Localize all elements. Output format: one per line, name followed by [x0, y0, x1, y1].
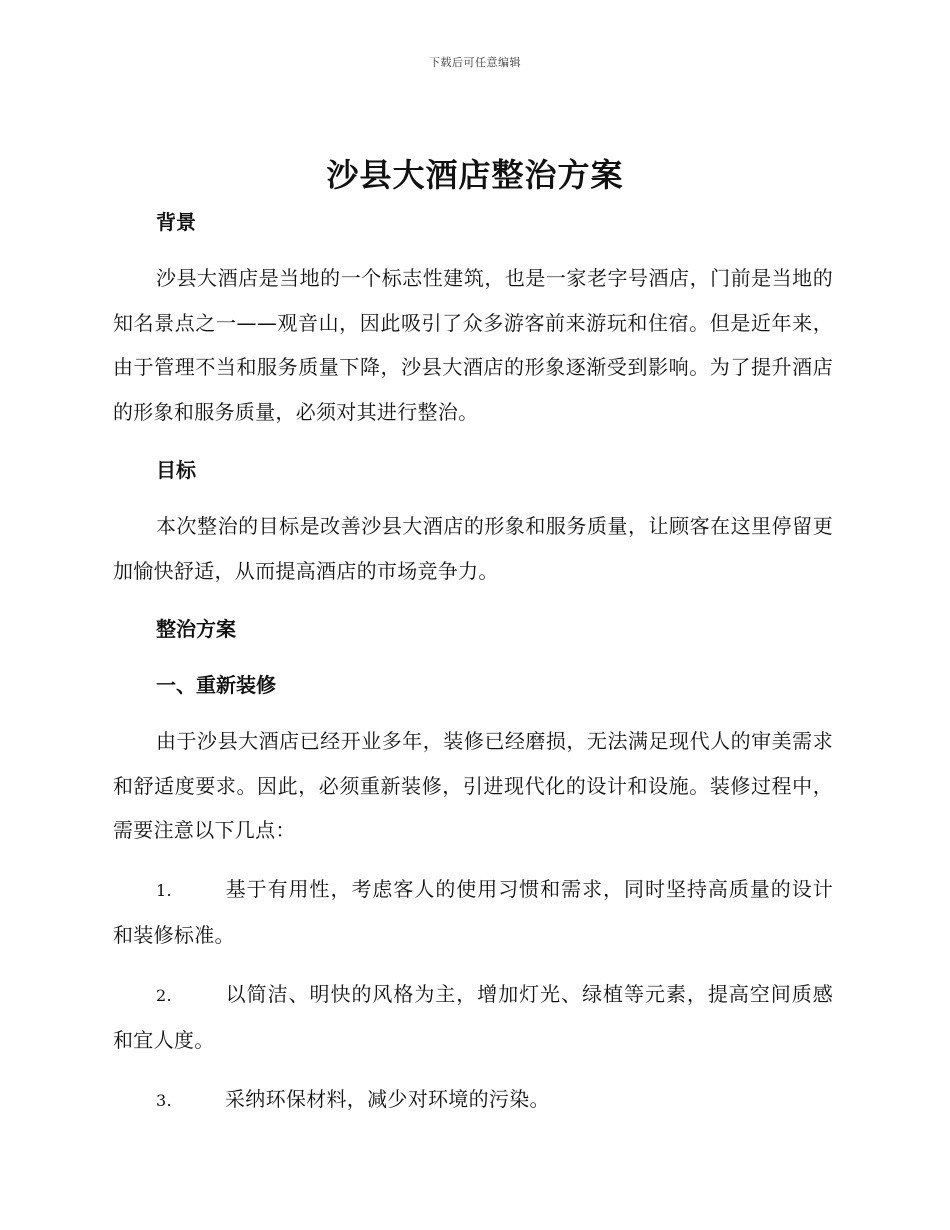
subsection-heading-renovation: 一、重新装修	[156, 673, 276, 697]
paragraph-renovation: 由于沙县大酒店已经开业多年，装修已经磨损，无法满足现代人的审美需求和舒适度要求。因此，必须重新装修，引进现代化的设计和设施。装修过程中，需要注意以下几点：	[113, 729, 833, 842]
section-heading-plan: 整治方案	[156, 617, 236, 641]
document-body	[113, 200, 833, 1123]
list-number: 3.	[156, 1090, 172, 1110]
paragraph-goal: 本次整治的目标是改善沙县大酒店的形象和服务质量，让顾客在这里停留更加愉快舒适，从而提高酒店的市场竞争力。	[113, 514, 833, 583]
list-text: 以简洁、明快的风格为主，增加灯光、绿植等元素，提高空间质感和宜人度。	[113, 981, 833, 1052]
document-title: 沙县大酒店整治方案	[326, 156, 624, 194]
section-heading-goal: 目标	[156, 458, 196, 482]
section-heading-background: 背景	[156, 210, 196, 234]
list-item	[113, 972, 833, 1063]
list-text: 基于有用性，考虑客人的使用习惯和需求，同时坚持高质量的设计和装修标准。	[113, 876, 833, 947]
header-note: 下载后可任意编辑	[429, 56, 521, 69]
paragraph-background: 沙县大酒店是当地的一个标志性建筑，也是一家老字号酒店，门前是当地的知名景点之一——观音山，因此吸引了众多游客前来游玩和住宿。但是近年来，由于管理不当和服务质量下降，沙县大酒店的形象逐渐受到影响。为了提升酒店的形象和服务质量，必须对其进行整治。	[113, 266, 833, 424]
list-number: 1.	[156, 880, 172, 900]
list-item	[113, 1077, 833, 1124]
list-item	[113, 867, 833, 958]
list-number: 2.	[156, 985, 172, 1005]
list-text: 采纳环保材料，减少对环境的污染。	[225, 1086, 550, 1111]
